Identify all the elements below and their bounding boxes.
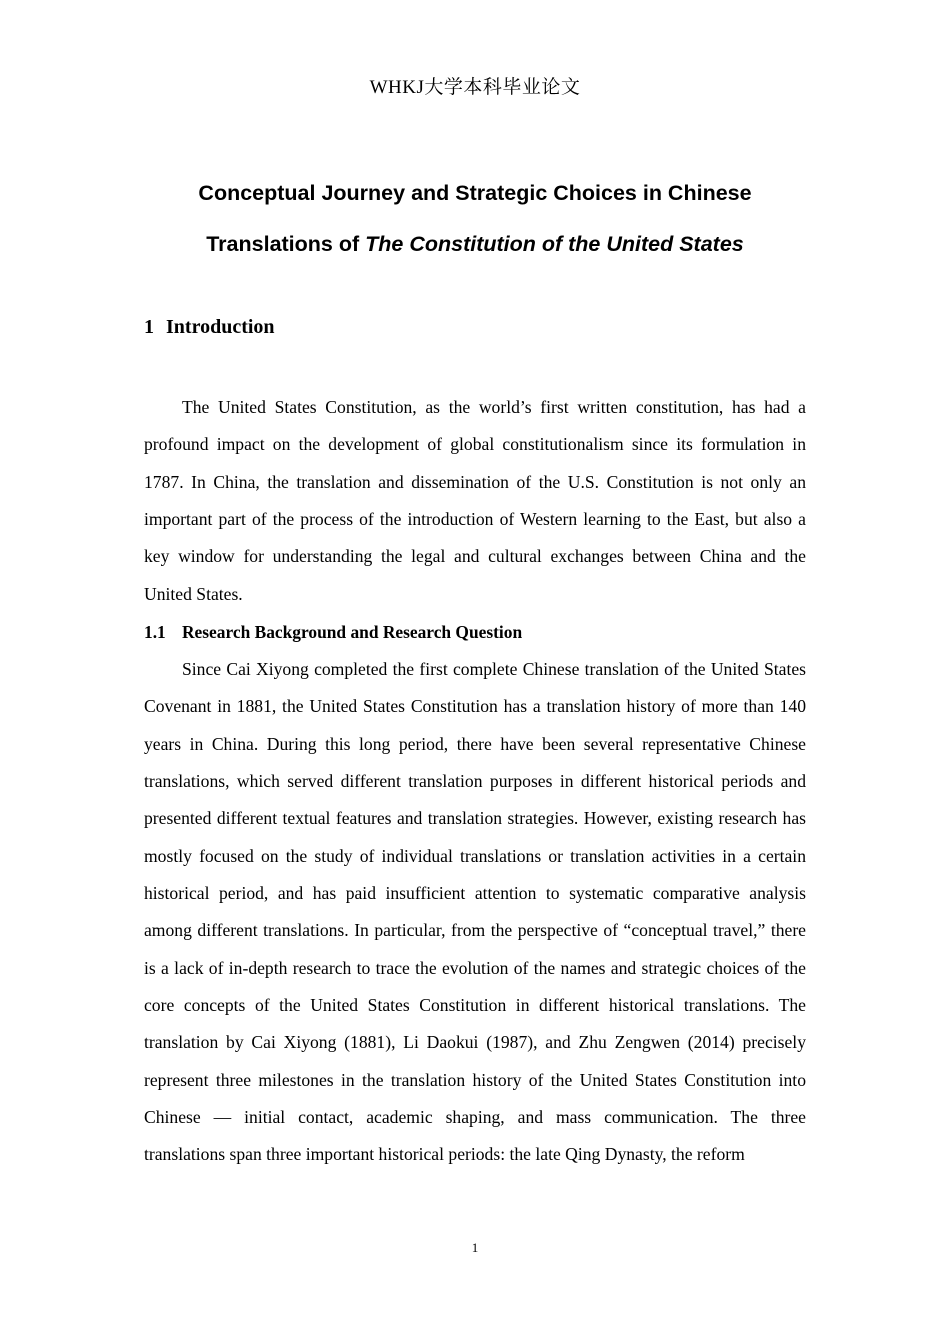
title-line-2-italic: The Constitution of the United States: [365, 232, 744, 256]
section-heading-text: Introduction: [166, 316, 275, 338]
subsection-heading-research-background: [144, 619, 522, 645]
running-header: WHKJ大学本科毕业论文: [369, 77, 581, 98]
paper-title: [100, 168, 850, 270]
subsection-number: 1.1: [144, 622, 166, 642]
title-line-1: Conceptual Journey and Strategic Choices in Chinese: [198, 181, 752, 205]
title-line-2: [100, 219, 850, 270]
subsection-heading-text: Research Background and Research Question: [182, 622, 523, 642]
title-line-2-prefix: Translations of: [206, 232, 366, 256]
research-background-paragraph: Since Cai Xiyong completed the first complete Chinese translation of the United States Covenant in 1881, the United States Constitution has a translation history of more than 140 years in China. During this long period, there have been several representative Chinese translations, which served different translation purposes in different historical periods and presented different textual features and translation strategies. However, existing research has mostly focused on the study of individual translations or translation activities in a certain historical period, and has paid insufficient attention to systematic comparative analysis among different translations. In particular, from the perspective of “conceptual travel,” there is a lack of in-depth research to trace the evolution of the names and strategic choices of the core concepts of the United States Constitution in different historical translations. The translation by Cai Xiyong (1881), Li Daokui (1987), and Zhu Zengwen (2014) precisely represent three milestones in the translation history of the United States Constitution into Chinese — initial contact, academic shaping, and mass communication. The three translations span three important historical periods: the late Qing Dynasty, the reform: [144, 659, 806, 1165]
section-number: 1: [144, 316, 154, 338]
section-heading-introduction: [144, 313, 275, 341]
introduction-paragraph: The United States Constitution, as the world’s first written constitution, has had a profound impact on the development of global constitutionalism since its formulation in 1787. In China, the translation and dissemination of the U.S. Constitution is not only an important part of the process of the introduction of Western learning to the East, but also a key window for understanding the legal and cultural exchanges between China and the United States.: [144, 397, 806, 604]
page-number: 1: [471, 1240, 479, 1255]
